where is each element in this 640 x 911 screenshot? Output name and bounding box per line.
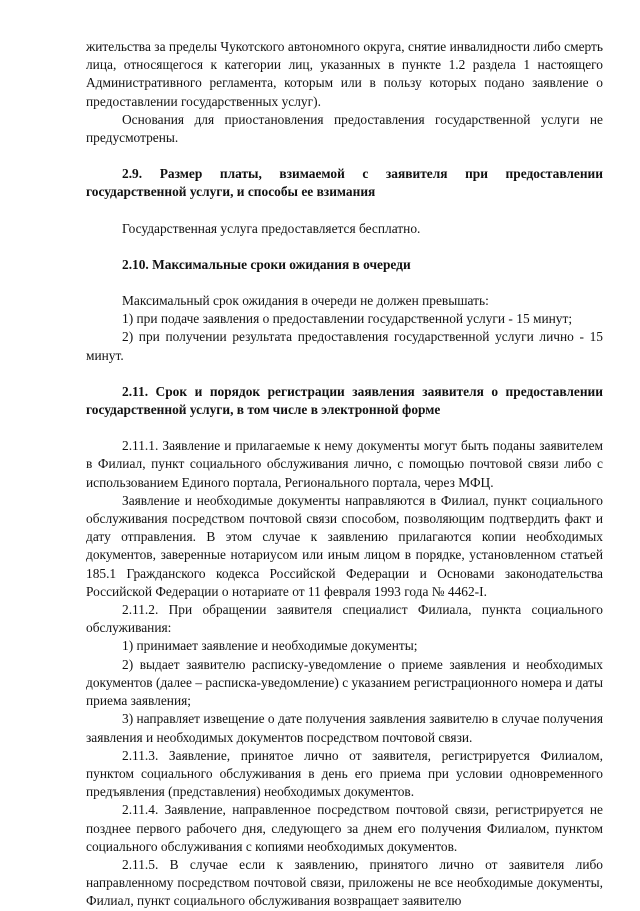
section-heading-2-10: 2.10. Максимальные сроки ожидания в очереди — [122, 256, 411, 272]
list-item-specialist-3: 3) направляет извещение о дате получения заявления заявителю в случае получения заявления и необходимых документов посредством почтовой связи. — [86, 711, 603, 745]
section-heading-2-9: 2.9. Размер платы, взимаемой с заявителя при предоставлении государственной услуги, и способы ее взимания — [86, 166, 603, 200]
paragraph-postal-submission: Заявление и необходимые документы направляются в Филиал, пункт социального обслуживания посредством почтовой связи способом, позволяющим подтвердить факт и дату отправления. В этом случае к заявлению прилагаются копии необходимых документов, заверенные нотариусом или иным лицом в порядке, установленном статьей 185.1 Гражданского кодекса Российской Федерации и Основами законодательства Российской Федерации о нотариате от 11 февраля 1993 года № 4462-I. — [86, 492, 603, 599]
paragraph-max-wait: Максимальный срок ожидания в очереди не должен превышать: — [122, 293, 489, 309]
paragraph-2-11-5: 2.11.5. В случае если к заявлению, принятого лично от заявителя либо направленному посредством почтовой связи, приложены не все необходимые документы, Филиал, пункт социального обслуживания возвращает заявителю — [86, 856, 603, 909]
paragraph-suspension-grounds: Основания для приостановления предоставления государственной услуги не предусмотрены. — [86, 111, 603, 146]
paragraph-2-11-1: 2.11.1. Заявление и прилагаемые к нему документы могут быть поданы заявителем в Филиал, пункт социального обслуживания лично, с помощью почтовой связи либо с использованием Единого портала, Регионального портала, через МФЦ. — [86, 438, 603, 490]
paragraph-free-service: Государственная услуга предоставляется бесплатно. — [122, 220, 421, 236]
paragraph-2-11-3: 2.11.3. Заявление, принятое лично от заявителя, регистрируется Филиалом, пунктом социального обслуживания в день его приема при условии одновременного предъявления (представления) необходимых документов. — [86, 747, 603, 800]
section-heading-2-11: 2.11. Срок и порядок регистрации заявления заявителя о предоставлении государственной услуги, в том числе в электронной форме — [86, 383, 603, 418]
list-item-specialist-1: 1) принимает заявление и необходимые документы; — [122, 638, 418, 654]
paragraph-2-11-2: 2.11.2. При обращении заявителя специалист Филиала, пункта социального обслуживания: — [86, 602, 603, 636]
list-item-wait-1: 1) при подаче заявления о предоставлении государственной услуги - 15 минут; — [122, 311, 573, 327]
paragraph-continuation: жительства за пределы Чукотского автономного округа, снятие инвалидности либо смерть лица, относящегося к категории лиц, указанных в пункте 1.2 раздела 1 настоящего Административного регламента, которым или в пользу которых подано заявление о предоставлении государственных услуг). — [86, 39, 603, 109]
paragraph-2-11-4: 2.11.4. Заявление, направленное посредством почтовой связи, регистрируется не позднее первого рабочего дня, следующего за днем его получения Филиалом, пунктом социального обслуживания с копиями необходимых документов. — [86, 802, 603, 854]
list-item-specialist-2: 2) выдает заявителю расписку-уведомление о приеме заявления и необходимых документов (далее – расписка-уведомление) с указанием регистрационного номера и даты приема заявления; — [86, 656, 603, 709]
list-item-wait-2: 2) при получении результата предоставления государственной услуги лично - 15 минут. — [86, 329, 603, 363]
